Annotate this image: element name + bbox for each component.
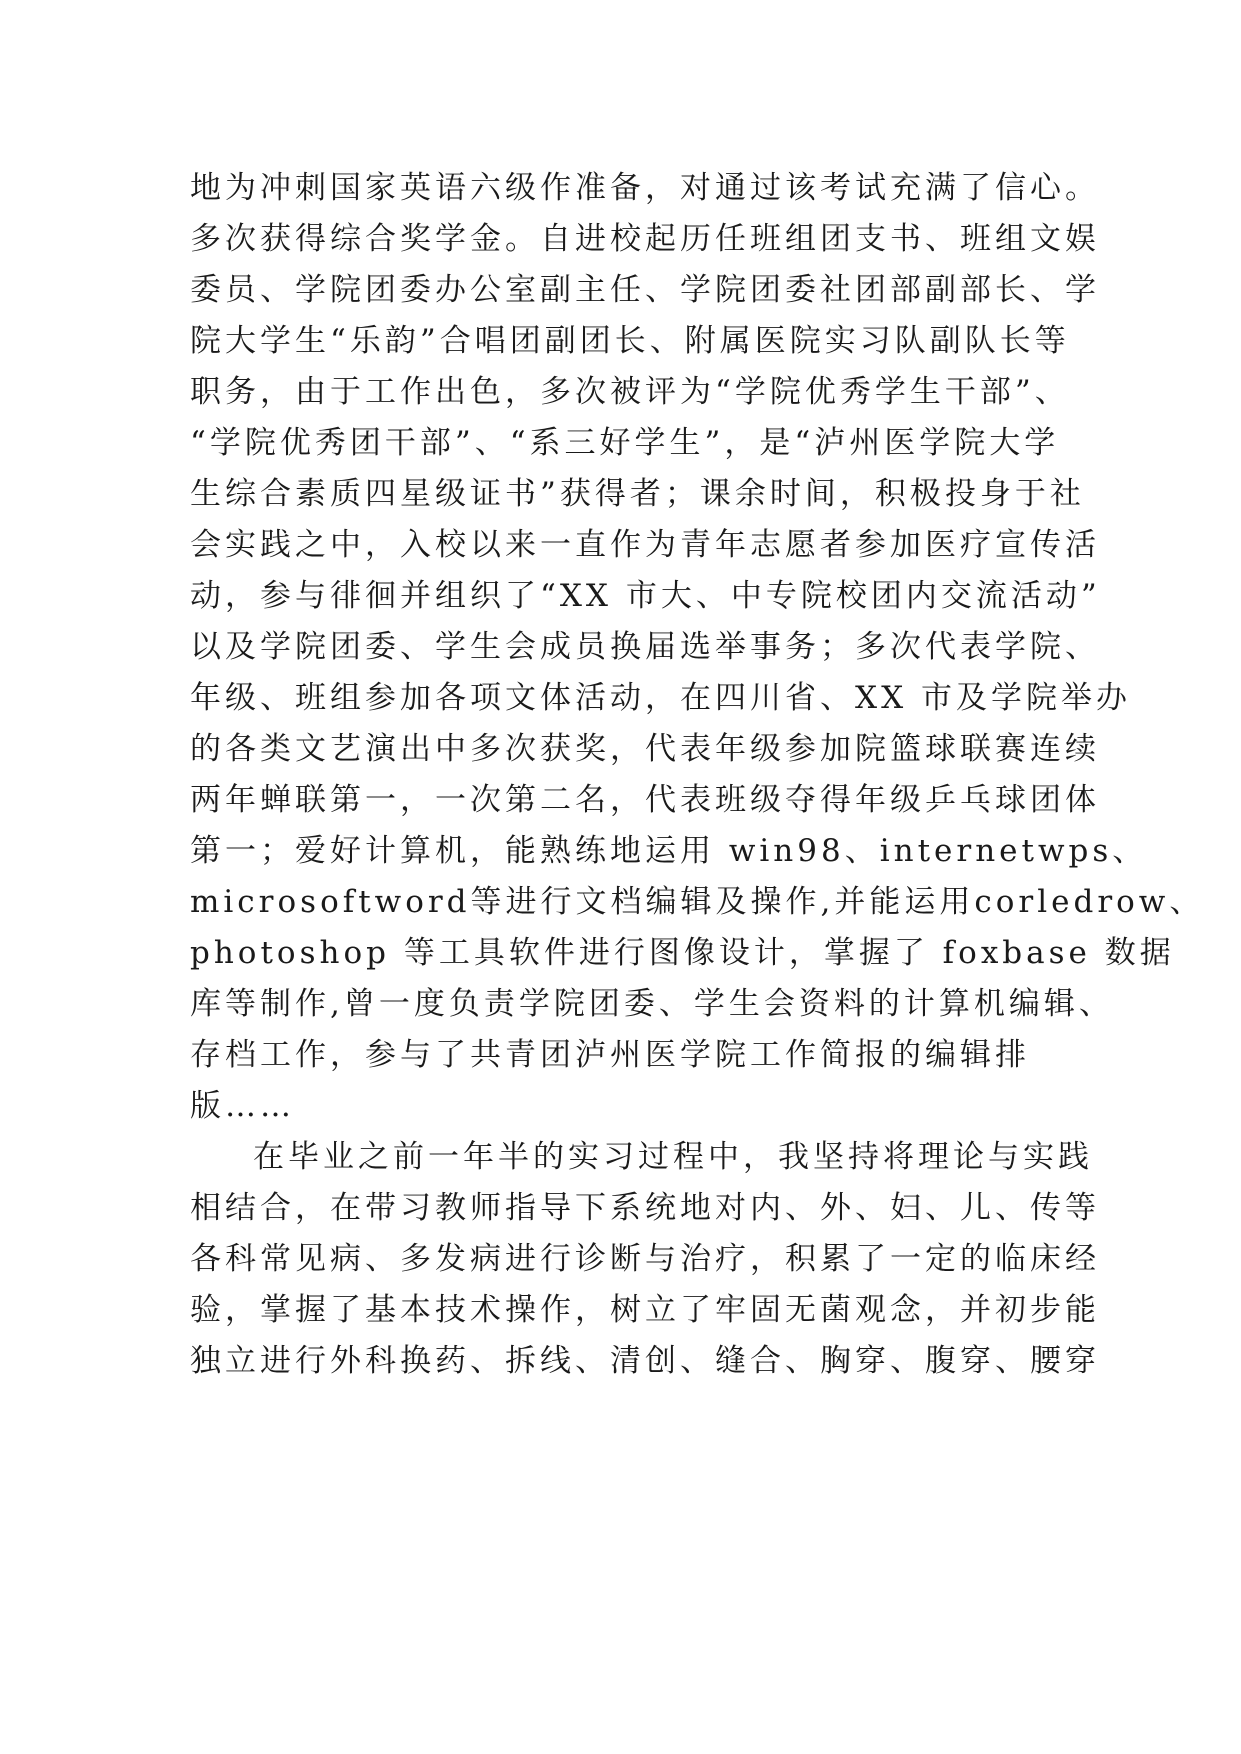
text-line: 委员、学院团委办公室副主任、学院团委社团部副部长、学 [190, 272, 1100, 308]
text-line: photoshop 等工具软件进行图像设计，掌握了 foxbase 数据 [190, 935, 1175, 971]
paragraph-start-line: 在毕业之前一年半的实习过程中，我坚持将理论与实践 [253, 1139, 1093, 1175]
text-line: 职务，由于工作出色，多次被评为“学院优秀学生干部”、 [190, 374, 1070, 410]
text-line: 独立进行外科换药、拆线、清创、缝合、胸穿、腹穿、腰穿 [190, 1343, 1100, 1379]
text-line: microsoftword等进行文档编辑及操作,并能运用corledrow、 [190, 884, 1205, 920]
text-line: 的各类文艺演出中多次获奖，代表年级参加院篮球联赛连续 [190, 731, 1100, 767]
text-line: 相结合，在带习教师指导下系统地对内、外、妇、儿、传等 [190, 1190, 1100, 1226]
text-line: 动，参与徘徊并组织了“XX 市大、中专院校团内交流活动” [190, 578, 1101, 614]
text-line: 第一；爱好计算机，能熟练地运用 win98、internetwps、 [190, 833, 1148, 869]
text-line: 版…… [190, 1088, 295, 1124]
text-line: 年级、班组参加各项文体活动，在四川省、XX 市及学院举办 [190, 680, 1131, 716]
text-line: 多次获得综合奖学金。自进校起历任班组团支书、班组文娱 [190, 221, 1100, 257]
text-line: “学院优秀团干部”、“系三好学生”，是“泸州医学院大学 [190, 425, 1060, 461]
text-line: 两年蝉联第一，一次第二名，代表班级夺得年级乒乓球团体 [190, 782, 1100, 818]
text-line: 院大学生“乐韵”合唱团副团长、附属医院实习队副队长等 [190, 323, 1070, 359]
text-line: 存档工作，参与了共青团泸州医学院工作简报的编辑排 [190, 1037, 1030, 1073]
text-line: 库等制作,曾一度负责学院团委、学生会资料的计算机编辑、 [190, 986, 1114, 1022]
text-line: 地为冲刺国家英语六级作准备，对通过该考试充满了信心。 [190, 170, 1100, 206]
text-line: 生综合素质四星级证书”获得者；课余时间，积极投身于社 [190, 476, 1085, 512]
text-line: 验，掌握了基本技术操作，树立了牢固无菌观念，并初步能 [190, 1292, 1100, 1328]
text-line: 以及学院团委、学生会成员换届选举事务；多次代表学院、 [190, 629, 1100, 665]
text-line: 会实践之中，入校以来一直作为青年志愿者参加医疗宣传活 [190, 527, 1100, 563]
text-line: 各科常见病、多发病进行诊断与治疗，积累了一定的临床经 [190, 1241, 1100, 1277]
